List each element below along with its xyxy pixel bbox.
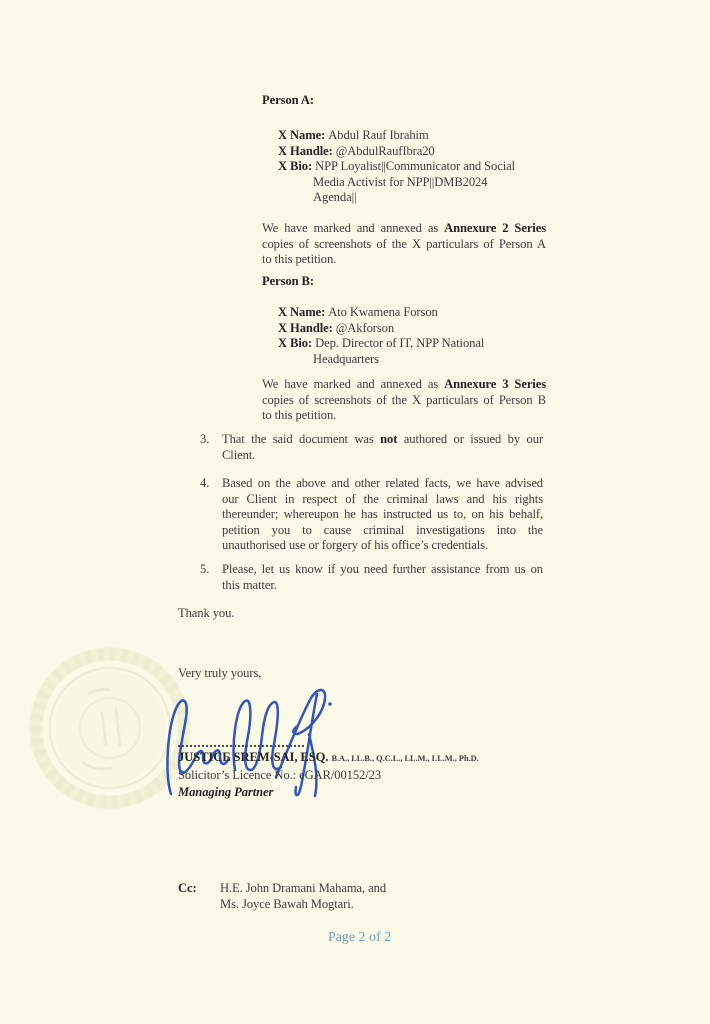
numbered-item-4 [200,476,545,554]
signature-dotted-line [178,745,304,747]
annexure-2-line3: to this petition. [262,252,337,267]
signatory-block [178,750,479,801]
item-4-line4: petition you to cause criminal investigations into the [222,522,543,537]
item-4-line3: thereunder; whereupon he has instructed us to, on his behalf, [222,507,543,522]
item-3-line1-post: authored or issued by our [397,432,543,446]
annexure-3-line2: copies of screenshots of the X particulars of Person B [262,392,546,407]
person-a-handle-value: @AbdulRaufIbra20 [335,143,435,158]
item-4-line2: our Client in respect of the criminal laws and his rights [222,491,543,506]
page-number: Page 2 of 2 [328,929,392,944]
item-3-line1-bold: not [380,432,398,446]
signatory-title: Managing Partner [178,785,274,800]
person-a-name-label: X Name: [278,128,326,142]
person-b-bio-label: X Bio: [278,336,313,351]
signatory-name: JUSTICE SREM-SAI, ESQ. [178,750,329,764]
item-3-line2: Client. [222,447,256,462]
person-b-name-label: X Name: [278,305,326,319]
item-5-line1: Please, let us know if you need further assistance from us on [222,562,543,576]
person-a-bio-line2: Media Activist for NPP||DMB2024 [313,174,488,189]
item-3-line1 [222,432,543,448]
person-a-bio-row [278,159,515,175]
annexure-2-line2: copies of screenshots of the X particulars of Person A [262,236,546,251]
valediction-line: Very truly yours, [178,666,262,680]
person-a-heading: Person A: [262,93,314,107]
licence-line: Solicitor’s Licence No.: eGAR/00152/23 [178,768,382,783]
item-5-line2: this matter. [222,577,277,592]
item-5-number: 5. [200,562,210,576]
numbered-item-3 [200,432,545,463]
item-4-line1: Based on the above and other related facts, we have advised [222,476,543,490]
person-b-heading: Person B: [262,274,314,288]
annexure-3-line1 [262,377,546,393]
signatory-name-row [178,750,479,767]
person-a-name-value: Abdul Rauf Ibrahim [328,128,429,142]
cc-block [178,881,386,912]
annexure-2-line1 [262,221,546,237]
item-3-number: 3. [200,432,210,446]
person-b-handle-value: @Akforson [335,320,395,335]
annexure-3-line1-bold: Annexure 3 Series [444,377,547,391]
item-4-line5: unauthorised use or forgery of his office’s credentials. [222,538,489,553]
person-a-bio-label: X Bio: [278,159,313,174]
person-b-bio-line1: Dep. Director of IT, NPP National [315,336,485,351]
person-a-handle-label: X Handle: [278,143,333,158]
item-3-line1-pre: That the said document was [222,432,381,446]
person-b-handle-row [278,321,484,337]
cc-line2: Ms. Joyce Bawah Mogtari. [220,896,354,911]
person-a-bio-line1: NPP Loyalist||Communicator and Social [315,159,516,174]
person-b-bio-line2: Headquarters [313,351,379,366]
thank-you-line: Thank you. [178,606,235,620]
annexure-3-line1-text: We have marked and annexed as [262,377,445,391]
annexure-2-paragraph [262,221,546,268]
cc-line1: H.E. John Dramani Mahama, and [220,881,387,895]
embossed-notary-seal [26,642,194,814]
person-b-name-value: Ato Kwamena Forson [328,305,438,319]
person-b-name-row [278,305,484,321]
annexure-3-line3: to this petition. [262,408,337,423]
item-4-number: 4. [200,476,210,490]
annexure-3-paragraph [262,377,546,424]
person-a-fields [278,128,515,206]
person-a-handle-row [278,144,515,160]
annexure-2-line1-text: We have marked and annexed as [262,221,445,235]
person-a-bio-line3: Agenda|| [313,190,357,205]
numbered-item-5 [200,562,545,593]
annexure-2-line1-bold: Annexure 2 Series [444,221,547,235]
cc-label: Cc: [178,881,197,895]
signatory-credentials: B.A., LL.B., Q.C.L., LL.M., LL.M., Ph.D. [331,754,479,763]
person-b-fields [278,305,484,367]
person-b-bio-row [278,336,484,352]
person-b-handle-label: X Handle: [278,320,333,335]
person-a-name-row [278,128,515,144]
